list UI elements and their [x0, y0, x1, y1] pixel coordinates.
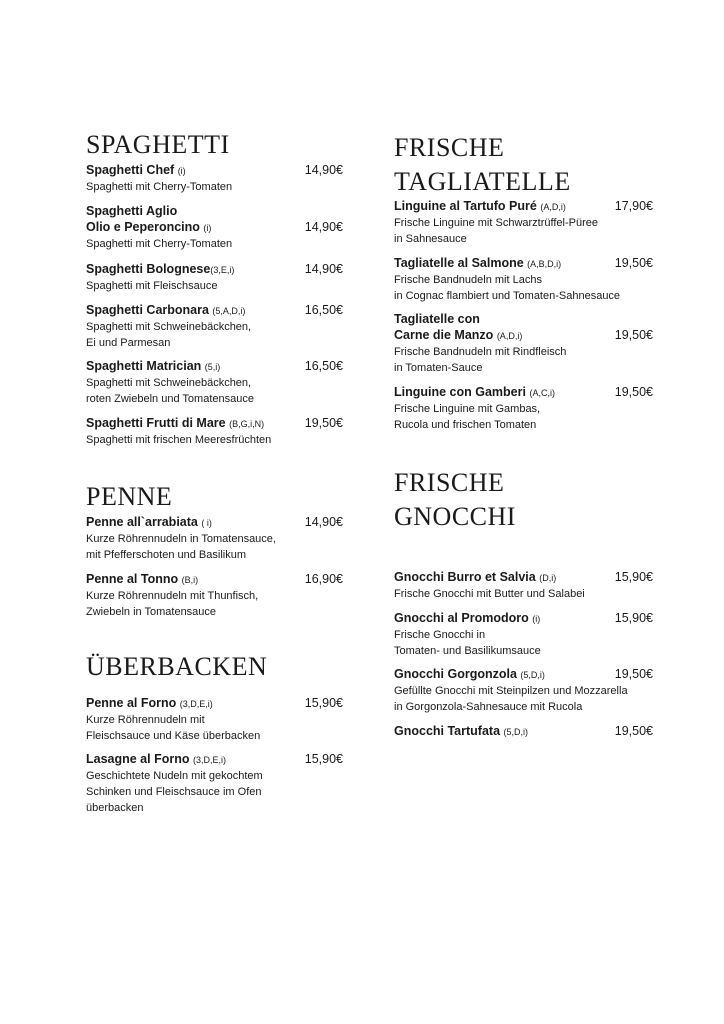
item-allergens: (A,B,D,i) — [527, 259, 562, 269]
item-allergens: (5,D,i) — [520, 670, 545, 680]
item-name-text: Spaghetti Bolognese — [86, 262, 211, 276]
item-name-text: Gnocchi Gorgonzola — [394, 667, 517, 681]
item-allergens: (B,G,i,N) — [229, 419, 265, 429]
menu-item — [394, 666, 656, 715]
menu-item — [394, 198, 656, 247]
section-title-tagliatelle-line2: TAGLIATELLE — [394, 167, 571, 196]
item-price: 15,90€ — [304, 752, 343, 766]
item-allergens: (5,A,D,i) — [212, 306, 246, 316]
item-price: 17,90€ — [614, 199, 653, 213]
menu-item — [394, 311, 656, 376]
item-price: 15,90€ — [614, 611, 653, 625]
item-name-text: Tagliatelle al Salmone — [394, 256, 524, 270]
item-name: Tagliatelle con — [394, 312, 480, 326]
menu-item — [394, 384, 656, 433]
item-description: Tomaten- und Basilikumsauce — [394, 645, 541, 657]
item-allergens: (i) — [203, 223, 212, 233]
menu-item — [86, 751, 346, 816]
section-title-tagliatelle: FRISCHE — [394, 133, 505, 162]
item-description: Spaghetti mit frischen Meeresfrüchten — [86, 434, 272, 446]
item-allergens: (A,D,i) — [496, 331, 523, 341]
item-description: mit Pfefferschoten und Basilikum — [86, 549, 246, 561]
menu-item — [394, 610, 656, 659]
item-description: roten Zwiebeln und Tomatensauce — [86, 393, 254, 405]
menu-item — [86, 571, 346, 620]
menu-item — [86, 203, 346, 252]
menu-item — [86, 358, 346, 407]
item-name-text: Penne al Tonno — [86, 572, 179, 586]
item-description: in Cognac flambiert und Tomaten-Sahnesauce — [394, 290, 621, 302]
section-title-ueberbacken: ÜBERBACKEN — [86, 652, 268, 681]
item-description: überbacken — [86, 802, 144, 814]
item-description: Spaghetti mit Cherry-Tomaten — [86, 238, 233, 250]
item-description: Spaghetti mit Cherry-Tomaten — [86, 181, 233, 193]
item-name-text: Penne all`arrabiata — [86, 515, 198, 529]
section-title-penne: PENNE — [86, 482, 173, 511]
menu-item — [394, 569, 656, 602]
item-name-text: Lasagne al Forno — [86, 752, 190, 766]
item-description: in Gorgonzola-Sahnesauce mit Rucola — [394, 701, 583, 713]
item-price: 14,90€ — [304, 262, 343, 276]
item-description: Frische Gnocchi in — [394, 629, 486, 641]
item-description: Fleischsauce und Käse überbacken — [86, 730, 261, 742]
item-name-text: Gnocchi Tartufata — [394, 724, 501, 738]
item-price: 14,90€ — [304, 220, 343, 234]
item-description: Spaghetti mit Schweinebäckchen, — [86, 321, 252, 333]
item-allergens: (A,D,i) — [540, 202, 566, 212]
menu-item — [86, 514, 346, 563]
item-allergens: (D,i) — [539, 573, 557, 583]
item-name-text: Spaghetti Frutti di Mare — [86, 416, 226, 430]
item-description: Ei und Parmesan — [86, 337, 171, 349]
item-name-text: Carne die Manzo — [394, 328, 494, 342]
item-description: Zwiebeln in Tomatensauce — [86, 606, 217, 618]
item-price: 16,90€ — [304, 572, 343, 586]
item-description: Geschichtete Nudeln mit gekochtem — [86, 770, 263, 782]
item-description: Gefüllte Gnocchi mit Steinpilzen und Mozzarella — [394, 685, 628, 697]
item-price: 16,50€ — [304, 303, 343, 317]
item-price: 19,50€ — [304, 416, 343, 430]
item-allergens: (5,i) — [204, 362, 221, 372]
item-name-text: Linguine con Gamberi — [394, 385, 526, 399]
item-allergens: (B,i) — [181, 575, 199, 585]
item-description: Kurze Röhrennudeln mit Thunfisch, — [86, 590, 259, 602]
item-description: Kurze Röhrennudeln mit — [86, 714, 205, 726]
menu-item — [394, 255, 656, 304]
item-price: 19,50€ — [614, 385, 653, 399]
item-description: Frische Linguine mit Gambas, — [394, 403, 541, 415]
item-allergens: (3,D,E,i) — [192, 755, 226, 765]
item-price: 19,50€ — [614, 256, 653, 270]
item-price: 15,90€ — [614, 570, 653, 584]
item-description: Frische Gnocchi mit Butter und Salabei — [394, 588, 585, 600]
section-title-spaghetti: SPAGHETTI — [86, 130, 230, 159]
menu-item — [86, 302, 346, 351]
item-description: Schinken und Fleischsauce im Ofen — [86, 786, 262, 798]
menu-item — [394, 723, 656, 740]
item-description: Kurze Röhrennudeln in Tomatensauce, — [86, 533, 276, 545]
item-price: 19,50€ — [614, 328, 653, 342]
item-description: in Tomaten-Sauce — [394, 362, 483, 374]
item-name-text: Olio e Peperoncino — [86, 220, 200, 234]
menu-item — [86, 261, 346, 294]
item-description: Frische Bandnudeln mit Lachs — [394, 274, 542, 286]
item-price: 14,90€ — [304, 515, 343, 529]
item-allergens: (i) — [532, 614, 541, 624]
item-price: 16,50€ — [304, 359, 343, 373]
item-name-text: Penne al Forno — [86, 696, 177, 710]
item-allergens: (A,C,i) — [529, 388, 555, 398]
menu-item — [86, 162, 346, 195]
item-name-text: Gnocchi Burro et Salvia — [394, 570, 536, 584]
item-name-text: Gnocchi al Promodoro — [394, 611, 529, 625]
item-description: Spaghetti mit Fleischsauce — [86, 280, 218, 292]
item-price: 19,50€ — [614, 667, 653, 681]
item-description: Rucola und frischen Tomaten — [394, 419, 537, 431]
item-price: 14,90€ — [304, 163, 343, 177]
item-allergens: (5,D,i) — [503, 727, 529, 737]
item-price: 15,90€ — [304, 696, 343, 710]
item-allergens: (3,E,i) — [210, 265, 235, 275]
item-name-text: Linguine al Tartufo Puré — [394, 199, 537, 213]
item-description: in Sahnesauce — [394, 233, 467, 245]
section-title-gnocchi-line2: GNOCCHI — [394, 502, 516, 531]
item-allergens: (i) — [177, 166, 186, 176]
item-allergens: ( i) — [201, 518, 212, 528]
item-description: Frische Linguine mit Schwarztrüffel-Püree — [394, 217, 598, 229]
item-name-text: Spaghetti Carbonara — [86, 303, 209, 317]
item-description: Spaghetti mit Schweinebäckchen, — [86, 377, 252, 389]
menu-item — [86, 415, 346, 448]
item-name: Spaghetti Aglio — [86, 204, 178, 218]
item-description: Frische Bandnudeln mit Rindfleisch — [394, 346, 567, 358]
item-name-text: Spaghetti Chef — [86, 163, 175, 177]
item-name-text: Spaghetti Matrician — [86, 359, 202, 373]
section-title-gnocchi: FRISCHE — [394, 468, 505, 497]
item-price: 19,50€ — [614, 724, 653, 738]
item-allergens: (3,D,E,i) — [179, 699, 213, 709]
menu-item — [86, 695, 346, 744]
